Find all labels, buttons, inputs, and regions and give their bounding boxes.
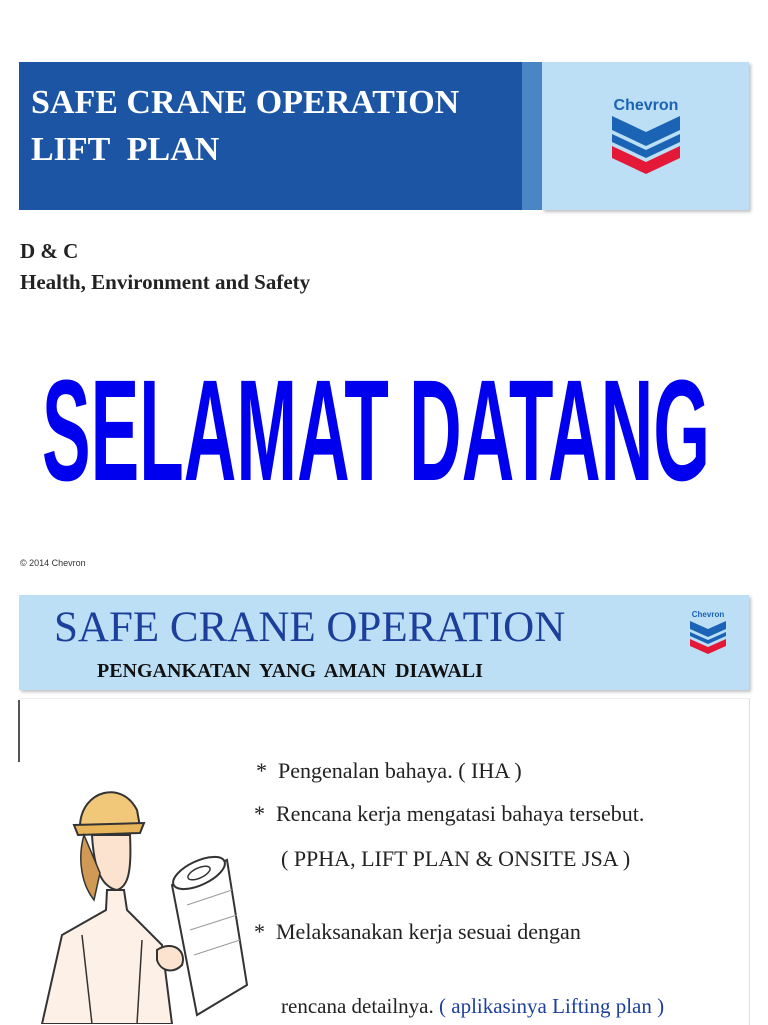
division-label: Health, Environment and Safety <box>20 270 311 294</box>
bullet-item <box>254 918 581 946</box>
bullet-item <box>254 800 644 828</box>
bullet-continuation <box>281 992 664 1020</box>
slide2-title: SAFE CRANE OPERATION <box>54 604 566 651</box>
chevron-logo-small-icon <box>684 609 732 657</box>
bullet-text: Pengenalan bahaya. ( IHA ) <box>278 758 522 783</box>
construction-worker-illustration <box>22 775 252 1024</box>
bullet-marker: * <box>254 919 265 944</box>
bullet-highlight: ( aplikasinya Lifting plan ) <box>439 994 665 1018</box>
bullet-text: ( PPHA, LIFT PLAN & ONSITE JSA ) <box>281 846 631 871</box>
bullet-marker: * <box>256 758 267 783</box>
department-label: D & C <box>20 239 79 263</box>
slide1-title-line-1: SAFE CRANE OPERATION <box>31 84 460 121</box>
bullet-item <box>256 757 522 785</box>
logo-wordmark-small: Chevron <box>691 610 725 619</box>
bullet-text: rencana detailnya. <box>281 994 434 1018</box>
slide1-title-line-2: LIFT PLAN <box>31 131 220 168</box>
logo-panel <box>542 62 749 210</box>
bullet-text: Melaksanakan kerja sesuai dengan <box>276 919 581 944</box>
chevron-logo-icon <box>542 62 749 210</box>
slide2-subtitle: PENGANKATAN YANG AMAN DIAWALI <box>97 660 483 682</box>
title-accent-stripe <box>522 62 542 210</box>
logo-wordmark: Chevron <box>613 97 679 114</box>
bullet-continuation <box>281 845 630 873</box>
copyright-notice: © 2014 Chevron <box>20 558 86 568</box>
slide2-left-rule <box>18 700 20 762</box>
welcome-banner <box>40 330 712 490</box>
bullet-text: Rencana kerja mengatasi bahaya tersebut. <box>276 801 645 826</box>
welcome-text: SELAMAT DATANG <box>42 350 710 490</box>
bullet-marker: * <box>254 801 265 826</box>
